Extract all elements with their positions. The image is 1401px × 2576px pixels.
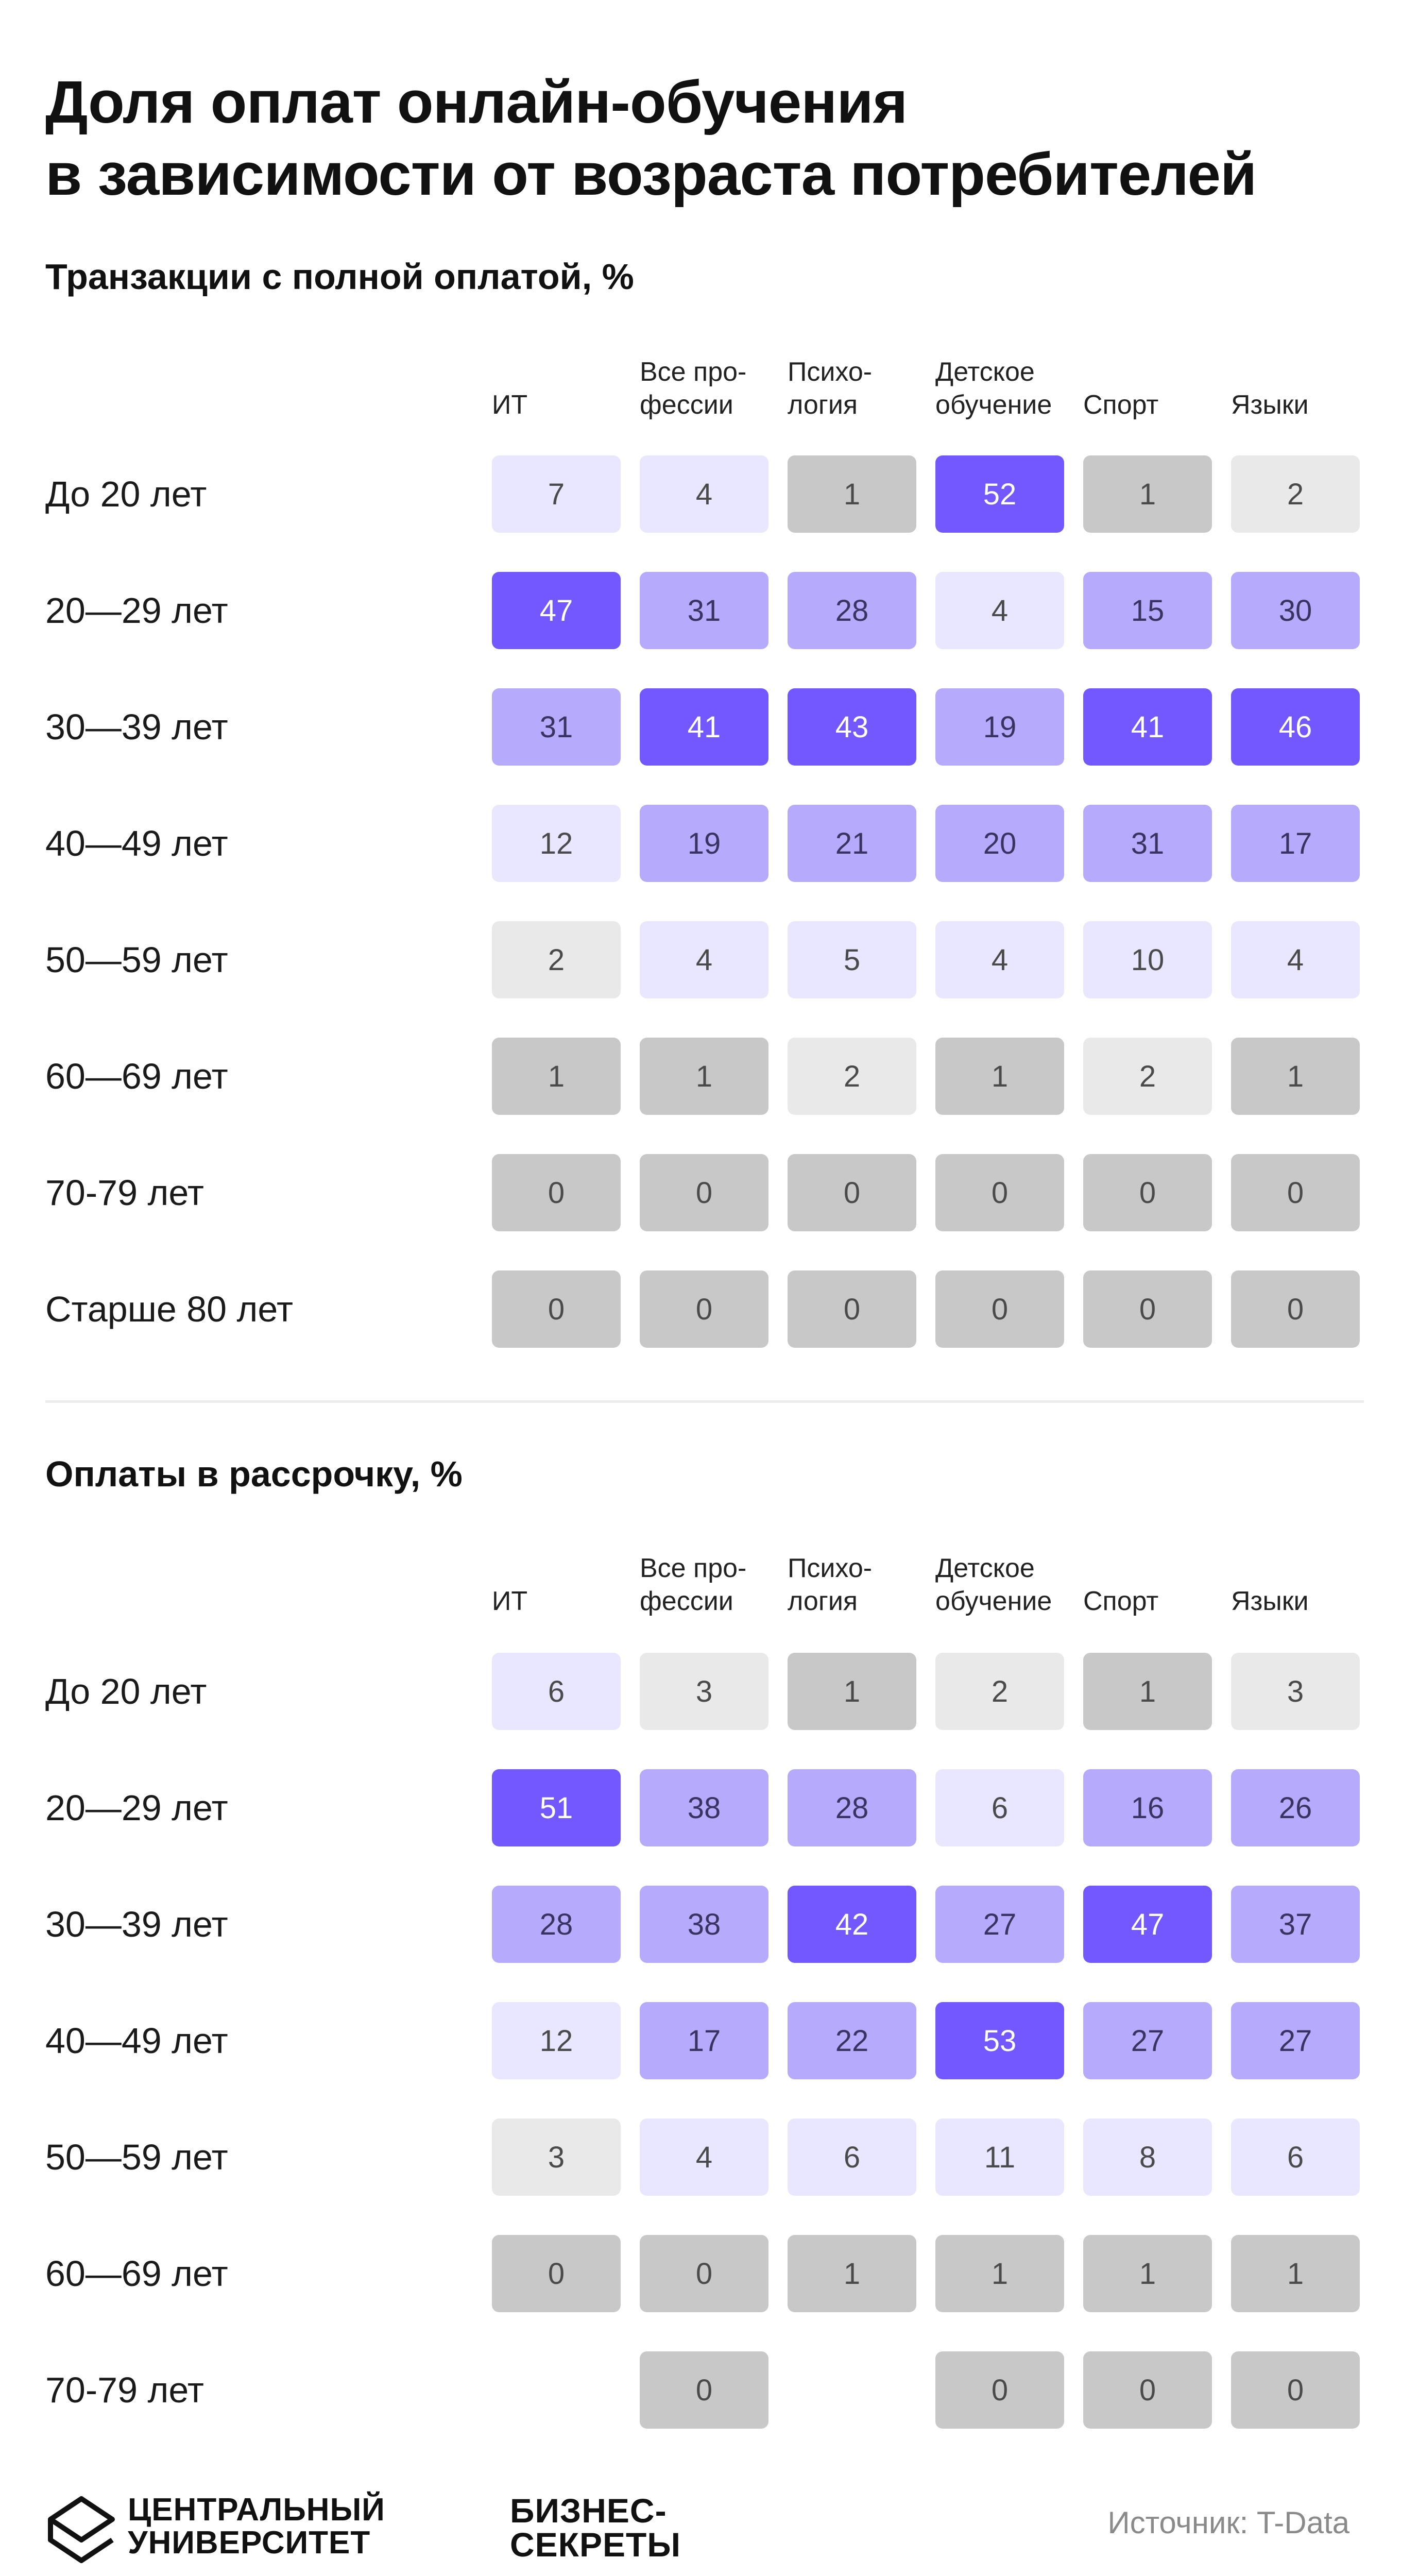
heatmap-cell: 1 [492, 1038, 621, 1115]
heatmap-cell: 28 [492, 1886, 621, 1963]
column-header: Все про- фессии [640, 1553, 747, 1616]
heatmap-cell: 0 [640, 1270, 768, 1348]
title-line-2: в зависимости от возраста потребителей [45, 141, 1257, 208]
heatmap-cell: 4 [640, 2119, 768, 2196]
logo-1-line-1: ЦЕНТРАЛЬНЫЙ [128, 2492, 385, 2528]
heatmap-cell: 0 [1083, 1154, 1212, 1231]
heatmap-cell: 37 [1231, 1886, 1360, 1963]
heatmap-cell: 3 [492, 2119, 621, 2196]
heatmap-cell: 12 [492, 805, 621, 882]
logo-2-line-1: БИЗНЕС- [510, 2492, 667, 2530]
row-label: 50—59 лет [45, 940, 228, 980]
heatmap-cell: 20 [935, 805, 1064, 882]
heatmap-cell: 1 [935, 1038, 1064, 1115]
heatmap-cell: 0 [1231, 1154, 1360, 1231]
heatmap-cell: 2 [492, 921, 621, 998]
heatmap-cell: 1 [1231, 2235, 1360, 2312]
heatmap-cell: 1 [1083, 455, 1212, 533]
heatmap-cell: 6 [492, 1653, 621, 1730]
row-label: 40—49 лет [45, 2021, 228, 2061]
heatmap-cell: 6 [788, 2119, 916, 2196]
row-label: 40—49 лет [45, 823, 228, 863]
heatmap-cell: 51 [492, 1769, 621, 1846]
heatmap-cell: 17 [1231, 805, 1360, 882]
heatmap-cell: 0 [492, 2235, 621, 2312]
heatmap-cell: 16 [1083, 1769, 1212, 1846]
heatmap-cell: 27 [1231, 2002, 1360, 2079]
heatmap-cell: 1 [788, 455, 916, 533]
heatmap-cell: 0 [935, 1270, 1064, 1348]
heatmap-cell: 1 [788, 1653, 916, 1730]
section-divider [45, 1400, 1364, 1403]
heatmap-cell: 2 [788, 1038, 916, 1115]
heatmap-cell: 26 [1231, 1769, 1360, 1846]
heatmap-cell: 27 [935, 1886, 1064, 1963]
heatmap-cell: 4 [640, 455, 768, 533]
row-label: До 20 лет [45, 474, 207, 514]
heatmap-cell: 1 [1083, 1653, 1212, 1730]
heatmap-cell: 47 [1083, 1886, 1212, 1963]
heatmap-cell: 0 [788, 1154, 916, 1231]
heatmap-cell: 2 [935, 1653, 1064, 1730]
heatmap-cell: 42 [788, 1886, 916, 1963]
heatmap-cell: 5 [788, 921, 916, 998]
heatmap-cell: 15 [1083, 572, 1212, 649]
heatmap-cell: 2 [1083, 1038, 1212, 1115]
column-header: Психо- логия [788, 357, 873, 420]
heatmap-cell: 19 [935, 688, 1064, 766]
central-university-icon [45, 2494, 117, 2566]
heatmap-cell: 41 [1083, 688, 1212, 766]
title-line-1: Доля оплат онлайн-обучения [45, 69, 908, 135]
heatmap-cell: 0 [640, 2235, 768, 2312]
heatmap-cell: 17 [640, 2002, 768, 2079]
heatmap-2-title: Оплаты в рассрочку, % [45, 1454, 463, 1494]
heatmap-cell: 0 [1083, 1270, 1212, 1348]
column-header: Языки [1231, 1586, 1309, 1616]
row-label: 60—69 лет [45, 2253, 228, 2294]
heatmap-cell: 2 [1231, 455, 1360, 533]
heatmap-cell: 3 [1231, 1653, 1360, 1730]
heatmap-cell: 0 [1231, 2351, 1360, 2429]
heatmap-cell: 0 [492, 1270, 621, 1348]
heatmap-cell: 31 [640, 572, 768, 649]
heatmap-cell: 38 [640, 1769, 768, 1846]
column-header: Детское обучение [935, 1553, 1052, 1616]
heatmap-cell: 27 [1083, 2002, 1212, 2079]
column-header: Все про- фессии [640, 357, 747, 420]
column-header: Языки [1231, 390, 1309, 420]
heatmap-cell: 12 [492, 2002, 621, 2079]
business-secrets-logo [510, 2494, 681, 2562]
heatmap-cell: 4 [935, 572, 1064, 649]
heatmap-cell: 0 [788, 1270, 916, 1348]
row-label: 20—29 лет [45, 1788, 228, 1828]
heatmap-cell: 0 [492, 1154, 621, 1231]
column-header: Психо- логия [788, 1553, 873, 1616]
heatmap-cell: 8 [1083, 2119, 1212, 2196]
column-header: ИТ [492, 390, 528, 420]
heatmap-cell: 10 [1083, 921, 1212, 998]
row-label: 30—39 лет [45, 1904, 228, 1944]
heatmap-cell: 31 [492, 688, 621, 766]
heatmap-cell: 28 [788, 1769, 916, 1846]
heatmap-cell: 1 [788, 2235, 916, 2312]
row-label: 70-79 лет [45, 1173, 204, 1213]
column-header: ИТ [492, 1586, 528, 1616]
row-label: До 20 лет [45, 1671, 207, 1711]
heatmap-cell: 30 [1231, 572, 1360, 649]
heatmap-cell: 0 [935, 2351, 1064, 2429]
heatmap-cell: 38 [640, 1886, 768, 1963]
heatmap-cell: 0 [640, 2351, 768, 2429]
row-label: 70-79 лет [45, 2370, 204, 2410]
heatmap-cell: 53 [935, 2002, 1064, 2079]
heatmap-cell: 46 [1231, 688, 1360, 766]
heatmap-cell: 28 [788, 572, 916, 649]
logo-2-line-2: СЕКРЕТЫ [510, 2526, 681, 2564]
column-header: Спорт [1083, 1586, 1159, 1616]
heatmap-cell: 1 [1083, 2235, 1212, 2312]
row-label: 50—59 лет [45, 2137, 228, 2177]
heatmap-cell: 31 [1083, 805, 1212, 882]
heatmap-cell: 21 [788, 805, 916, 882]
heatmap-cell: 0 [1231, 1270, 1360, 1348]
heatmap-cell: 52 [935, 455, 1064, 533]
heatmap-cell: 22 [788, 2002, 916, 2079]
heatmap-cell: 0 [1083, 2351, 1212, 2429]
heatmap-cell: 4 [640, 921, 768, 998]
chart-title [45, 66, 1364, 210]
row-label: Старше 80 лет [45, 1289, 294, 1329]
central-university-wordmark [128, 2494, 385, 2560]
heatmap-cell: 4 [1231, 921, 1360, 998]
column-header: Детское обучение [935, 357, 1052, 420]
column-header: Спорт [1083, 390, 1159, 420]
logo-1-line-2: УНИВЕРСИТЕТ [128, 2525, 371, 2561]
heatmap-cell: 1 [935, 2235, 1064, 2312]
heatmap-cell: 0 [640, 1154, 768, 1231]
heatmap-cell: 4 [935, 921, 1064, 998]
source-note: Источник: T-Data [1107, 2505, 1349, 2540]
heatmap-cell: 7 [492, 455, 621, 533]
row-label: 20—29 лет [45, 590, 228, 631]
heatmap-cell: 3 [640, 1653, 768, 1730]
heatmap-cell: 0 [935, 1154, 1064, 1231]
heatmap-1-title: Транзакции с полной оплатой, % [45, 257, 634, 297]
heatmap-cell: 41 [640, 688, 768, 766]
heatmap-cell: 1 [1231, 1038, 1360, 1115]
row-label: 30—39 лет [45, 707, 228, 747]
heatmap-cell: 19 [640, 805, 768, 882]
row-label: 60—69 лет [45, 1056, 228, 1096]
heatmap-cell: 47 [492, 572, 621, 649]
heatmap-cell: 6 [1231, 2119, 1360, 2196]
heatmap-cell: 11 [935, 2119, 1064, 2196]
heatmap-cell: 6 [935, 1769, 1064, 1846]
heatmap-cell: 43 [788, 688, 916, 766]
heatmap-cell: 1 [640, 1038, 768, 1115]
